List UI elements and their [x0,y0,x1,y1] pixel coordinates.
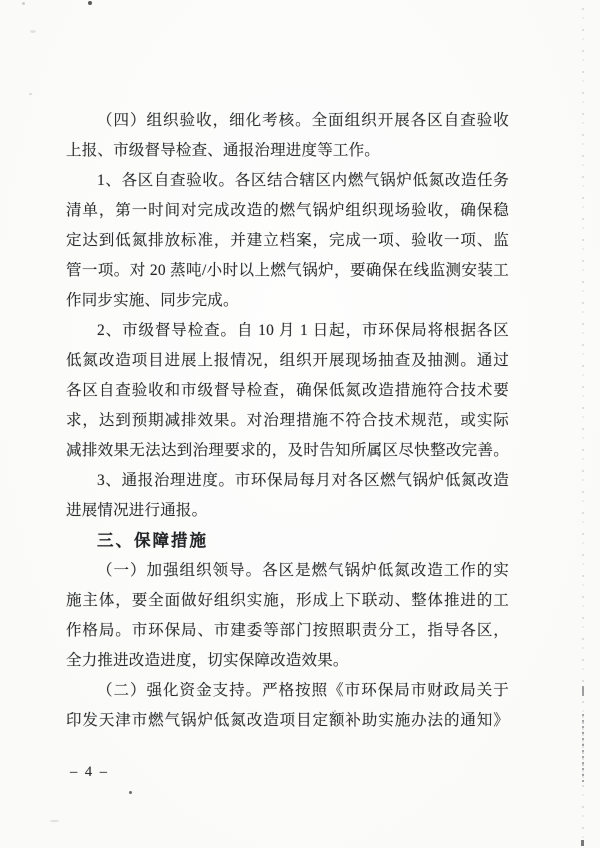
page-number-footer: – 4 – [70,764,109,780]
text-line-1: （四）组织验收，细化考核。全面组织开展各区自查验收 [97,112,509,129]
page-edge-binding-marks [581,840,584,846]
text-line-17: 施主体，要全面做好组织实施，形成上下联动、整体推进的工 [66,592,509,609]
page-edge-binding-marks [582,714,584,782]
text-line-13: 3、通报治理进度。市环保局每月对各区燃气锅炉低氮改造 [97,472,509,489]
document-body-text [66,106,509,736]
scan-speck [22,2,25,5]
scan-speck [29,93,32,95]
text-line-5: 定达到低氮排放标准，并建立档案，完成一项、验收一项、监 [66,232,509,249]
scan-speck [50,820,59,822]
text-line-11: 求，达到预期减排效果。对治理措施不符合技术规范，或实际 [66,412,509,429]
text-line-21: 印发天津市燃气锅炉低氮改造项目定额补助实施办法的通知》 [66,712,509,729]
page-edge-binding-marks [582,686,584,696]
scan-speck [88,1,92,5]
text-line-4: 清单，第一时间对完成改造的燃气锅炉组织现场验收，确保稳 [66,202,509,219]
scan-speck [129,791,132,794]
text-line-19: 全力推进改造进度，切实保障改造效果。 [66,652,349,669]
text-line-7: 作同步实施、同步完成。 [66,292,239,309]
text-line-10: 各区自查验收和市级督导检查，确保低氮改造措施符合技术要 [66,382,509,399]
text-line-8: 2、市级督导检查。自 10 月 1 日起，市环保局将根据各区 [97,322,509,339]
text-line-9: 低氮改造项目进展上报情况，组织开展现场抽查及抽测。通过 [66,352,509,369]
section-heading: 三、保障措施 [97,532,208,550]
text-line-2: 上报、市级督导检查、通报治理进度等工作。 [66,142,381,159]
text-line-16: （一）加强组织领导。各区是燃气锅炉低氮改造工作的实 [97,562,509,579]
text-line-18: 作格局。市环保局、市建委等部门按照职责分工，指导各区， [66,622,509,639]
scan-speck [30,30,36,33]
text-line-14: 进展情况进行通报。 [66,502,208,519]
text-line-6: 管一项。对 20 蒸吨/小时以上燃气锅炉，要确保在线监测安装工 [66,262,509,279]
text-line-20: （二）强化资金支持。严格按照《市环保局市财政局关于 [97,682,509,699]
text-line-3: 1、各区自查验收。各区结合辖区内燃气锅炉低氮改造任务 [97,172,509,189]
text-line-12: 减排效果无法达到治理要求的，及时告知所属区尽快整改完善。 [66,442,509,459]
